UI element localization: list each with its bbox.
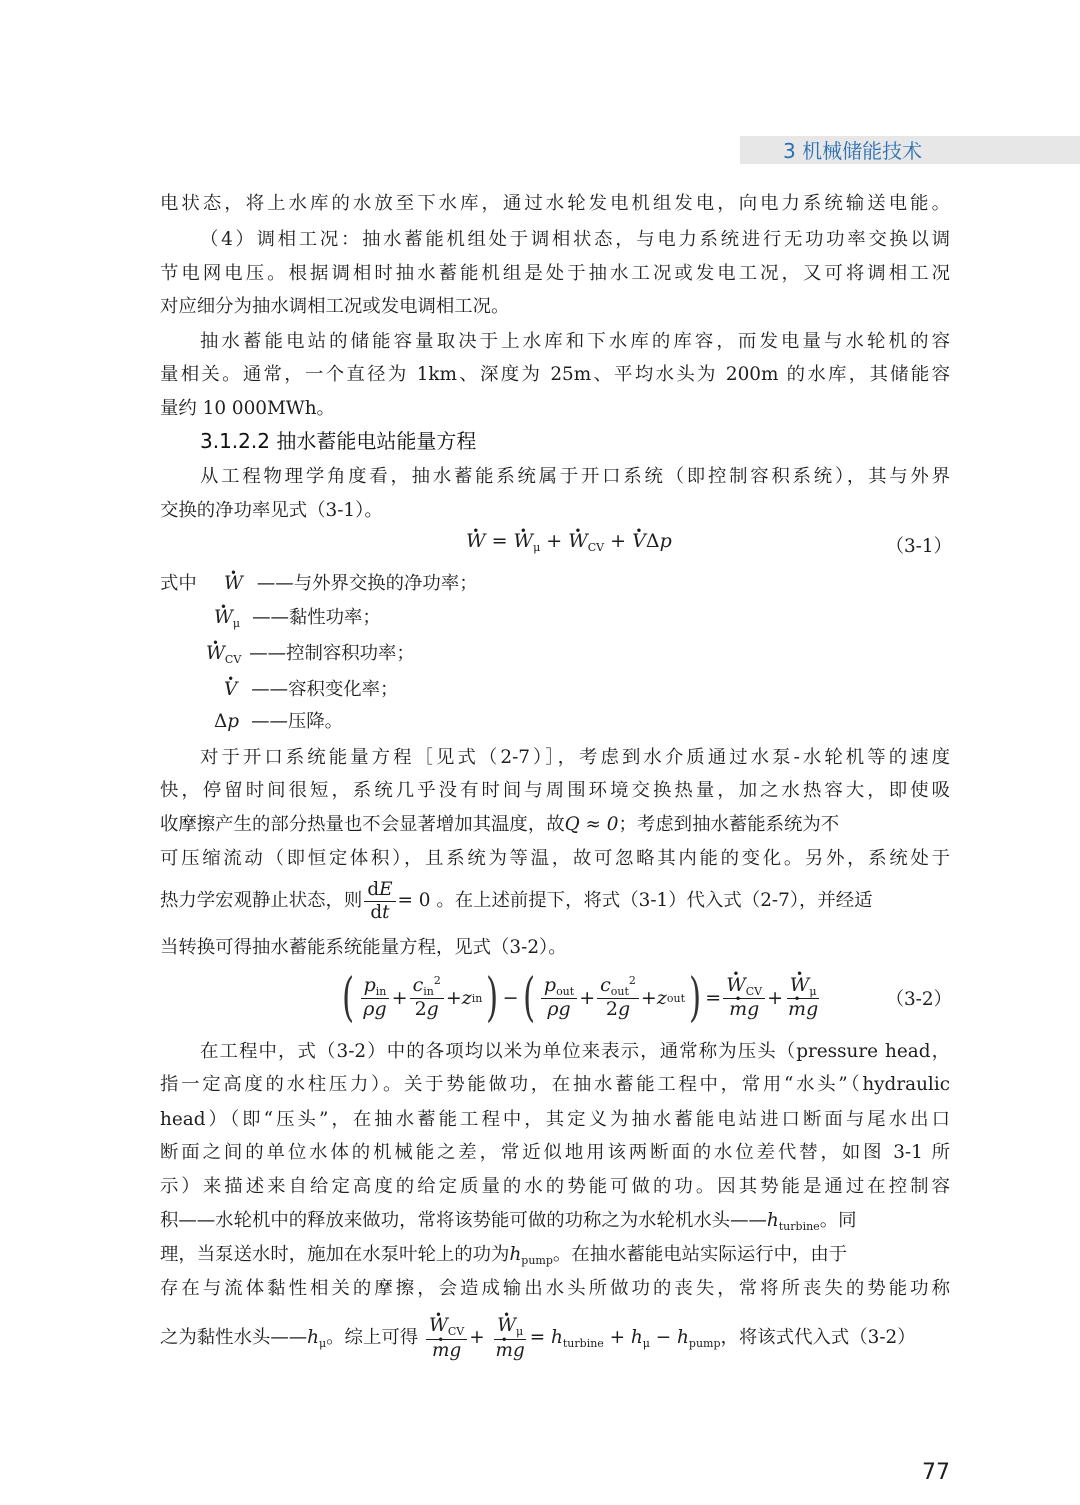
paragraph-line: 节电网电压。根据调相时抽水蓄能机组是处于抽水工况或发电工况，又可将调相工况 xyxy=(160,263,950,284)
paragraph-line: head）（即“压头”，在抽水蓄能工程中，其定义为抽水蓄能电站进口断面与尾水出口 xyxy=(160,1109,950,1130)
equation-3-1: · W = · $W_\mu$ + · $W_{CV}$ + · VΔp xyxy=(466,530,672,554)
definition-intro: 式中 xyxy=(160,573,197,594)
paragraph-line: 指一定高度的水柱压力）。关于势能做功，在抽水蓄能工程中，常用“水头”（hydraulic xyxy=(160,1074,950,1095)
equation-number: （3-2） xyxy=(885,989,952,1010)
paragraph-line: 可压缩流动（即恒定体积），且系统为等温，故可忽略其内能的变化。另外，系统处于 xyxy=(160,848,950,869)
paragraph-line: 在工程中，式（3-2）中的各项均以米为单位来表示，通常称为压头（pressure head， xyxy=(200,1041,950,1062)
paragraph-line: 热力学宏观静止状态，则 $\frac{dE}{dt}$ = 0 。在上述前提下，将式（3-1）代入式（2-7），并经适 xyxy=(160,879,873,923)
paragraph-line: 量相关。通常，一个直径为 1km、深度为 25m、平均水头为 200m 的水库，其储能容 xyxy=(160,364,950,385)
paragraph-line: 示）来描述来自给定高度的给定质量的水的势能可做的功。因其势能是通过在控制容 xyxy=(160,1176,950,1197)
paragraph-line: 收摩擦产生的部分热量也不会显著增加其温度，故Q ≈ 0；考虑到抽水蓄能系统为不 xyxy=(160,814,840,835)
section-heading: 3.1.2.2 抽水蓄能电站能量方程 xyxy=(200,429,477,453)
paragraph-line: 当转换可得抽水蓄能系统能量方程，见式（3-2）。 xyxy=(160,937,567,958)
paragraph-line: 积——水轮机中的释放来做功，常将该势能可做的功称之为水轮机水头$——h_{turbine}$。同 xyxy=(160,1210,857,1233)
paragraph-line: 量约 10 000MWh。 xyxy=(160,398,335,419)
paragraph-line: 从工程物理学角度看，抽水蓄能系统属于开口系统（即控制容积系统），其与外界 xyxy=(200,466,950,487)
paragraph-line: 存在与流体黏性相关的摩擦，会造成输出水头所做功的丧失，常将所丧失的势能功称 xyxy=(160,1278,950,1299)
page-number: 77 xyxy=(922,1460,950,1485)
paragraph-line: 交换的净功率见式（3-1）。 xyxy=(160,500,383,521)
paragraph-line: （4）调相工况：抽水蓄能机组处于调相状态，与电力系统进行无功功率交换以调 xyxy=(200,229,950,250)
paragraph-line: 断面之间的单位水体的机械能之差，常近似地用该两断面的水位差代替，如图 3-1 所 xyxy=(160,1142,950,1163)
definition-row: · V ——容积变化率； xyxy=(224,674,398,706)
definition-row: · $W_{CV}$ ——控制容积功率； xyxy=(206,638,415,670)
equation-number: （3-1） xyxy=(885,536,952,557)
paragraph-line: 理，当泵送水时，施加在水泵叶轮上的功为$h_{pump}$。在抽水蓄能电站实际运行中，由于 xyxy=(160,1244,848,1267)
paragraph-line: 对应细分为抽水调相工况或发电调相工况。 xyxy=(160,296,510,317)
paragraph-line: 之为黏性水头$——h_\mu$。综上可得 · $W_{CV}$ · mg + · $W_\mu$ · mg = $h_{turbine} + h_\mu - h_{pump}$，将该式代入式（3-2） xyxy=(160,1308,950,1368)
paragraph-line: 对于开口系统能量方程［见式（2-7）］，考虑到水介质通过水泵-水轮机等的速度 xyxy=(200,747,950,768)
paragraph-line: 电状态，将上水库的水放至下水库，通过水轮发电机组发电，向电力系统输送电能。 xyxy=(160,193,950,214)
definition-row: · W ——与外界交换的净功率； xyxy=(224,568,478,600)
paragraph-line: 抽水蓄能电站的储能容量取决于上水库和下水库的库容，而发电量与水轮机的容 xyxy=(200,331,950,352)
definition-row: · $W_\mu$ ——黏性功率； xyxy=(214,602,381,634)
equation-3-2: ( $\frac{p_{in}}{\rho g}$ + $\frac{c_{in}^2}{2g}$ + z in ) − ( $\frac{p_{out}}{\rho g}$ + $\frac{c_{out}^2}{2g}$ + z out ) = · $W_{CV}$ · mg + · $W_\mu$ · mg xyxy=(338,966,823,1030)
definition-row: Δp ——压降。 xyxy=(214,711,344,732)
paragraph-line: 快，停留时间很短，系统几乎没有时间与周围环境交换热量，加之水热容大，即使吸 xyxy=(160,780,950,801)
chapter-header: 3 机械储能技术 xyxy=(783,139,923,163)
